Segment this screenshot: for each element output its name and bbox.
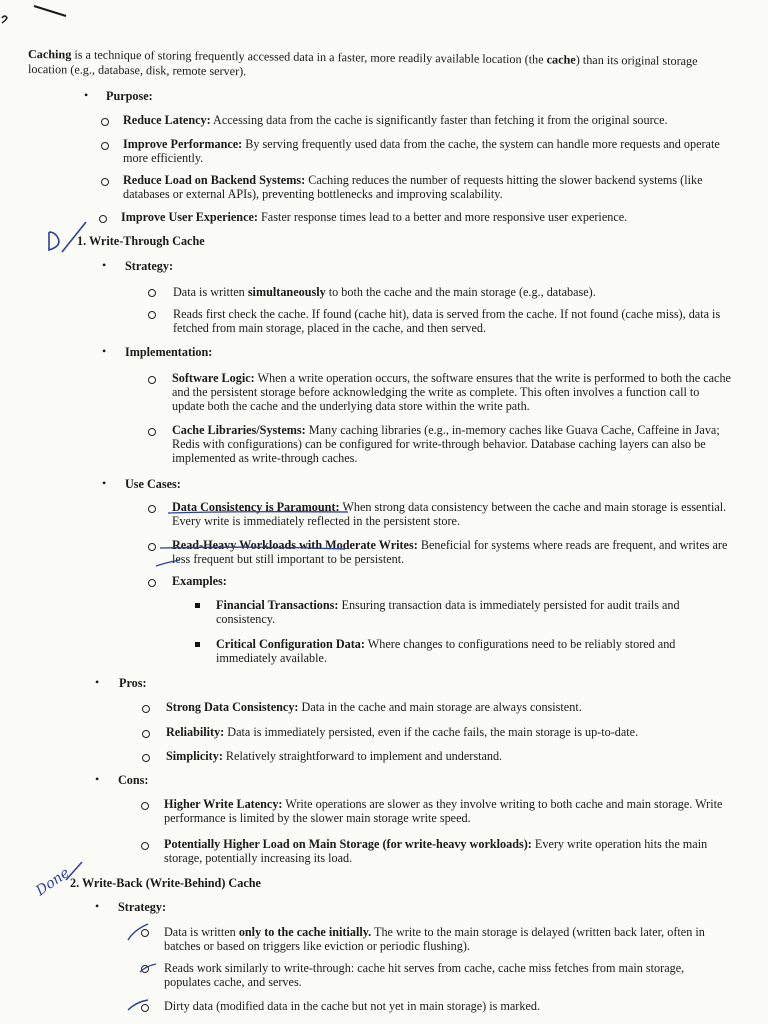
wt-impl-item-1: Software Logic: When a write operation occurs, the software ensures that the write is performed to both the cache: [172, 371, 731, 385]
bullet: •: [95, 899, 100, 913]
purpose-item-2: Improve Performance: By serving frequently used data from the cache, the system can handle more requests and operate: [123, 137, 720, 151]
wb-strategy-item-2: Reads work similarly to write-through: cache hit serves from cache, cache miss fetches from main storage,: [164, 961, 685, 975]
wt-pro-1: Strong Data Consistency: Data in the cache and main storage are always consistent.: [166, 700, 582, 714]
circle-bullet: [141, 1004, 149, 1012]
circle-bullet: [148, 376, 156, 384]
wb-strategy-heading: Strategy:: [118, 900, 167, 914]
intro-line-2: location (e.g., database, disk, remote server).: [27, 62, 247, 79]
circle-bullet: [101, 178, 109, 186]
wt-strategy-item-1: Data is written simultaneously to both the cache and the main storage (e.g., database).: [173, 285, 596, 299]
pen-stroke: [2, 16, 7, 23]
circle-bullet: [141, 802, 149, 810]
wt-con-1: Higher Write Latency: Write operations are slower as they involve writing to both cache and main storage. Write: [164, 797, 723, 811]
circle-bullet: [101, 142, 109, 150]
wt-strategy-heading: Strategy:: [125, 259, 174, 273]
wt-use-cases-heading: Use Cases:: [125, 477, 181, 491]
circle-bullet: [148, 579, 156, 587]
bullet: •: [84, 88, 89, 102]
wt-pro-3: Simplicity: Relatively straightforward to implement and understand.: [166, 749, 503, 763]
intro-line-1: Caching is a technique of storing frequently accessed data in a faster, more readily available location (the cache) than its original storage: [27, 47, 698, 69]
bullet: •: [102, 258, 107, 272]
circle-bullet: [141, 929, 149, 937]
wt-example-1-cont: consistency.: [216, 612, 276, 626]
pen-stroke: [34, 6, 66, 16]
circle-bullet: [142, 705, 150, 713]
wt-use-case-1: Data Consistency is Paramount: When strong data consistency between the cache and main storage is essential.: [172, 500, 727, 514]
wt-implementation-heading: Implementation:: [125, 345, 213, 359]
wt-use-case-2-cont: less frequent but still important to be persistent.: [172, 552, 405, 566]
wt-use-case-1-cont: Every write is immediately reflected in the persistent store.: [172, 514, 461, 528]
circle-bullet: [148, 289, 156, 297]
wt-con-1-cont: performance is limited by the slower main storage write speed.: [164, 811, 471, 825]
purpose-heading: Purpose:: [106, 89, 153, 103]
wt-example-2: Critical Configuration Data: Where changes to configurations need to be reliably stored and: [216, 637, 676, 651]
circle-bullet: [142, 754, 150, 762]
wt-con-2: Potentially Higher Load on Main Storage (for write-heavy workloads): Every write operation hits the main: [164, 837, 708, 851]
wt-impl-item-2-cont1: Redis with configurations) can be configured for write-through behavior. Database caching layers can also be: [172, 437, 706, 451]
purpose-item-3: Reduce Load on Backend Systems: Caching reduces the number of requests hitting the slower backend systems (like: [123, 173, 703, 187]
circle-bullet: [148, 311, 156, 319]
bullet: •: [95, 772, 100, 786]
purpose-item-1: Reduce Latency: Accessing data from the cache is significantly faster than fetching it from the original source.: [123, 113, 668, 127]
circle-bullet: [142, 730, 150, 738]
wt-pros-heading: Pros:: [119, 676, 147, 690]
wt-examples-heading: Examples:: [172, 574, 227, 588]
handwritten-done-mark: Done: [33, 864, 73, 900]
circle-bullet: [141, 842, 149, 850]
wt-example-2-cont: immediately available.: [216, 651, 327, 665]
circle-bullet: [141, 965, 149, 973]
wt-use-case-2: Read-Heavy Workloads with Moderate Writes: Beneficial for systems where reads are frequent, and writes are: [172, 538, 728, 552]
circle-bullet: [99, 215, 107, 223]
bullet: •: [95, 675, 100, 689]
circle-bullet: [101, 118, 109, 126]
wt-cons-heading: Cons:: [118, 773, 149, 787]
circle-bullet: [148, 428, 156, 436]
wt-impl-item-2-cont2: implemented as write-through caches.: [172, 451, 358, 465]
purpose-item-2-cont: more efficiently.: [123, 151, 204, 165]
square-bullet: [195, 603, 200, 608]
circle-bullet: [148, 543, 156, 551]
purpose-item-4: Improve User Experience: Faster response times lead to a better and more responsive user experience.: [121, 210, 628, 224]
wb-strategy-item-1: Data is written only to the cache initially. The write to the main storage is delayed (written back later, often in: [164, 925, 705, 939]
wb-strategy-item-2-cont: populates cache, and serves.: [164, 975, 302, 989]
wt-strategy-item-2: Reads first check the cache. If found (cache hit), data is served from the cache. If not found (cache miss), data is: [173, 307, 721, 321]
wt-strategy-item-2-cont: fetched from main storage, placed in the cache, and then served.: [173, 321, 487, 335]
bullet: •: [102, 344, 107, 358]
section-title-write-back: 2. Write-Back (Write-Behind) Cache: [70, 876, 261, 890]
wt-impl-item-2: Cache Libraries/Systems: Many caching libraries (e.g., in-memory caches like Guava Cache, Caffeine in Java;: [172, 423, 720, 437]
wt-impl-item-1-cont2: update both the cache and the underlying data store within the write path.: [172, 399, 530, 413]
wb-strategy-item-1-cont: batches or based on triggers like eviction or periodic flushing).: [164, 939, 470, 953]
handwritten-d-mark: [49, 232, 59, 250]
bullet: •: [102, 476, 107, 490]
circle-bullet: [148, 505, 156, 513]
wt-con-2-cont: storage, potentially increasing its load.: [164, 851, 353, 865]
section-title-write-through: 1. Write-Through Cache: [77, 234, 205, 248]
wb-strategy-item-3: Dirty data (modified data in the cache but not yet in main storage) is marked.: [164, 999, 540, 1013]
square-bullet: [195, 642, 200, 647]
wt-example-1: Financial Transactions: Ensuring transaction data is immediately persisted for audit trails and: [216, 598, 680, 612]
wt-pro-2: Reliability: Data is immediately persisted, even if the cache fails, the main storage is up-to-date.: [166, 725, 639, 739]
wt-impl-item-1-cont1: and the persistent storage before acknowledging the write as complete. This often involves a function call to: [172, 385, 700, 399]
purpose-item-3-cont: databases or external APIs), preventing bottlenecks and improving scalability.: [123, 187, 503, 201]
